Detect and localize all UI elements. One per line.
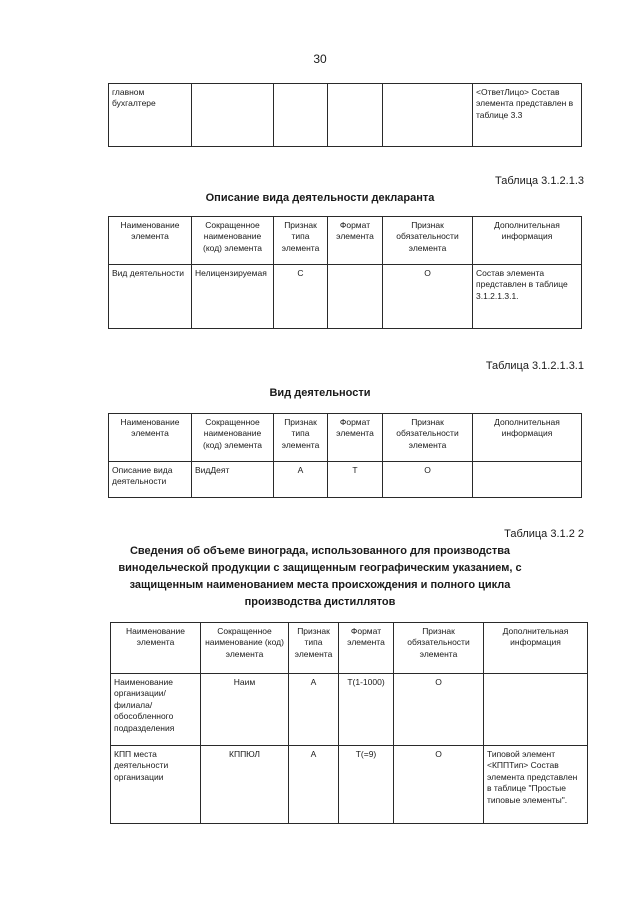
table-cell: А: [289, 674, 339, 746]
table-cell: <ОтветЛицо> Состав элемента представлен в таблице 3.3: [473, 84, 582, 147]
table-row: [111, 674, 588, 746]
column-header: Сокращенное наименование (код) элемента: [192, 414, 274, 462]
table-cell: ВидДеят: [192, 462, 274, 498]
table-cell: Т(1-1000): [339, 674, 394, 746]
table-title: Описание вида деятельности декларанта: [205, 192, 435, 204]
table-cell: А: [274, 462, 328, 498]
table-cell: О: [383, 265, 473, 329]
column-header: Признак обязательности элемента: [383, 217, 473, 265]
column-header: Дополнительная информация: [484, 623, 588, 674]
table-caption: Таблица 3.1.2 2: [504, 528, 584, 540]
table-cell: Наименование организации/ филиала/ обособленного подразделения: [111, 674, 201, 746]
column-header: Признак типа элемента: [274, 217, 328, 265]
table-cell: Типовой элемент <КППТип> Состав элемента представлен в таблице "Простые типовые элементы".: [484, 746, 588, 824]
table-cell: Описание вида деятельности: [109, 462, 192, 498]
table-header-row: [109, 217, 582, 265]
column-header: Формат элемента: [328, 217, 383, 265]
column-header: Признак типа элемента: [274, 414, 328, 462]
column-header: Формат элемента: [339, 623, 394, 674]
table-cell: [328, 265, 383, 329]
column-header: Наименование элемента: [109, 217, 192, 265]
column-header: Признак типа элемента: [289, 623, 339, 674]
column-header: Дополнительная информация: [473, 217, 582, 265]
table-cell: КППЮЛ: [201, 746, 289, 824]
table-cell: [484, 674, 588, 746]
column-header: Дополнительная информация: [473, 414, 582, 462]
table-cell: О: [394, 746, 484, 824]
table-cell: [473, 462, 582, 498]
column-header: Признак обязательности элемента: [383, 414, 473, 462]
table-header-row: [111, 623, 588, 674]
table-title: Сведения об объеме винограда, использованного для производства винодельческой продукции с защищенным географическим указанием, с защищенным наименованием места происхождения и полного цикла производства дистиллятов: [118, 545, 522, 609]
table-cell: С: [274, 265, 328, 329]
table-cell: [192, 84, 274, 147]
activity-description-table: [108, 216, 582, 329]
table-cell: Наим: [201, 674, 289, 746]
table-caption: Таблица 3.1.2.1.3: [495, 175, 584, 187]
column-header: Признак обязательности элемента: [394, 623, 484, 674]
table-cell: [274, 84, 328, 147]
table-cell: Состав элемента представлен в таблице 3.1.2.1.3.1.: [473, 265, 582, 329]
table-row: [109, 265, 582, 329]
page-number: 30: [313, 52, 327, 66]
table-title: Вид деятельности: [269, 387, 371, 399]
table-caption: Таблица 3.1.2.1.3.1: [485, 360, 584, 372]
column-header: Наименование элемента: [109, 414, 192, 462]
table-cell: Нелицензируемая: [192, 265, 274, 329]
table-cell: Вид деятельности: [109, 265, 192, 329]
table-cell: главном бухгалтере: [109, 84, 192, 147]
table-row: [109, 462, 582, 498]
table-cell: КПП места деятельности организации: [111, 746, 201, 824]
grape-volume-table: [110, 622, 588, 824]
column-header: Формат элемента: [328, 414, 383, 462]
column-header: Сокращенное наименование (код) элемента: [201, 623, 289, 674]
table-cell: Т: [328, 462, 383, 498]
table-cell: [383, 84, 473, 147]
activity-type-table: [108, 413, 582, 498]
table-header-row: [109, 414, 582, 462]
table-row: [109, 84, 582, 147]
column-header: Наименование элемента: [111, 623, 201, 674]
table-row: [111, 746, 588, 824]
table-cell: О: [383, 462, 473, 498]
column-header: Сокращенное наименование (код) элемента: [192, 217, 274, 265]
continuation-table: [108, 83, 582, 147]
table-cell: Т(=9): [339, 746, 394, 824]
table-cell: О: [394, 674, 484, 746]
table-cell: [328, 84, 383, 147]
table-cell: А: [289, 746, 339, 824]
